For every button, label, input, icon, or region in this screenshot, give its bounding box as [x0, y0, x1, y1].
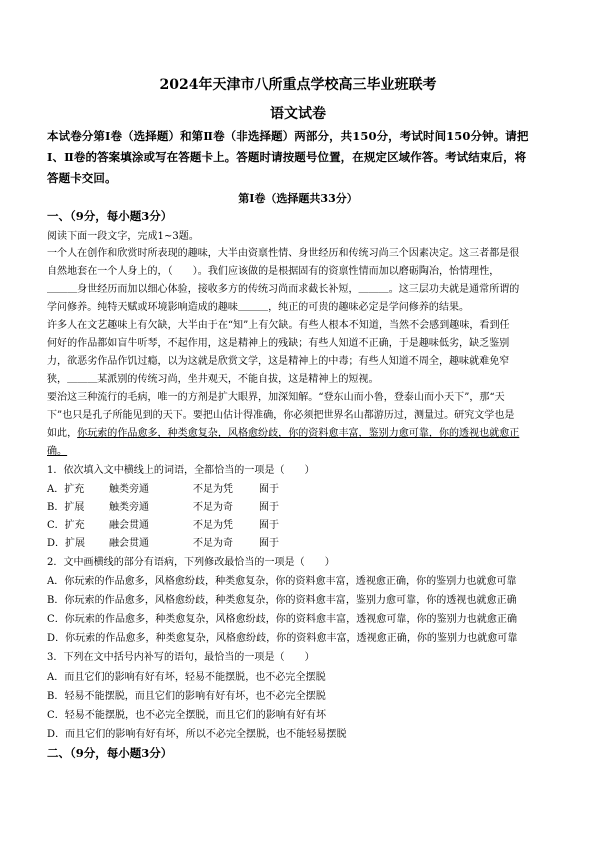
- exam-page: 2024年天津市八所重点学校高三毕业班联考 语文试卷 本试卷分第Ⅰ卷（选择题）和第Ⅱ卷（非选择题）两部分，共150分，考试时间150分钟。请把 Ⅰ、Ⅱ卷的答案填涂或写在答题卡上。答题时请按题号位置，在规定区域作答。考试结束后，将 答题卡交回。 第Ⅰ卷（选择题共33分） 一、（9分，每小题3分） 阅读下面一段文字，完成1~3题。 一个人在创作和欣赏时所表现的趣味，大半由资禀性情、身世经历和传统习尚三个因素决定。这三者都是很 自然地套在一个人身上的，（ ）。我们应该做的是根据固有的资禀性情而加以磨砺陶冶，怡情理性， ＿＿＿身世经历而加以细心体验，接收多方的传统习尚而求截长补短，＿＿＿。这三层功夫就是通常所谓的 学问修养。纯特天赋或环境影响造成的趣味＿＿＿，纯正的可贵的趣味必定是学问修养的结果。 许多人在文艺趣味上有欠缺，大半由于在“知”上有欠缺。有些人根本不知道，当然不会感到趣味，看到任 何好的作品都如盲牛听琴，不起作用，这是精神上的残缺；有些人知道不正确，于是趣味低劣，缺乏鉴别 力，欲恶劣作品作饥过瘾，以为这就是欣赏文学，这是精神上的中毒；有些人知道不周全，趣味就难免窄 狭，＿＿＿某派别的传统习尚，坐井观天，不能自拔，这是精神上的短视。 要治这三种流行的毛病，唯一的方剂是扩大眼界，加深知解。“登东山而小鲁，登泰山而小天下”，那“天 下”也只是孔子所能见到的天下。要把山估计得准确，你必须把世界名山都游历过，测量过。研究文学也是 如此，你玩索的作品愈多，种类愈复杂，风格愈纷歧，你的资料愈丰富，鉴别力愈可靠，你的透视也就愈正 确。 1．依次填入文中横线上的词语，全都恰当的一项是（ ） A．扩充 触类旁通 不足为凭 囿于 B．扩展 触类旁通 不足为奇 囿于 C．扩充 融会贯通 不足为凭 囿于 D．扩展 融会贯通 不足为奇 囿于 2．文中画横线的部分有语病，下列修改最恰当的一项是（ ） A．你玩索的作品愈多，风格愈纷歧，种类愈复杂，你的资料愈丰富，透视愈正确，你的鉴别力也就愈可靠 B．你玩索的作品愈多，风格愈纷歧，种类愈复杂，你的资料愈丰富，鉴别力愈可靠，你的透视也就愈正确 C．你玩索的作品愈多，种类愈复杂，风格愈纷歧，你的资料愈丰富，透视愈可靠，你的鉴别力也就愈正确 D．你玩索的作品愈多，种类愈复杂，风格愈纷歧，你的资料愈丰富，透视愈正确，你的鉴别力也就愈可靠 3．下列在文中括号内补写的语句，最恰当的一项是（ ） A．而且它们的影响有好有坏，轻易不能摆脱，也不必完全摆脱 B．轻易不能摆脱，而且它们的影响有好有坏，也不必完全摆脱 C．轻易不能摆脱，也不必完全摆脱，而且它们的影响有好有坏 D．而且它们的影响有好有坏，所以不必完全摆脱，也不能轻易摆脱 二、（9分，每小题3分）: [0, 0, 596, 842]
- passage-underlined-text: 你玩索的作品愈多，种类愈复杂，风格愈纷歧，你的资料愈丰富，鉴别力愈可靠，你的透视也就愈正: [77, 428, 520, 439]
- question-1-stem: 1．依次填入文中横线上的词语，全都恰当的一项是（ ）: [47, 465, 315, 476]
- question-2-option-c: C．你玩索的作品愈多，种类愈复杂，风格愈纷歧，你的资料愈丰富，透视愈可靠，你的鉴别力也就愈正确: [47, 614, 518, 625]
- passage-line-underlined: [47, 424, 519, 439]
- question-2-stem: 2．文中画横线的部分有语病，下列修改最恰当的一项是（ ）: [47, 557, 335, 568]
- passage-line: 何好的作品都如盲牛听琴，不起作用，这是精神上的残缺；有些人知道不正确，于是趣味低劣，缺乏鉴别: [47, 338, 510, 349]
- question-3-stem: 3．下列在文中括号内补写的语句，最恰当的一项是（ ）: [47, 652, 315, 663]
- instruction-line-1: 本试卷分第Ⅰ卷（选择题）和第Ⅱ卷（非选择题）两部分，共150分，考试时间150分钟。请把: [47, 129, 529, 143]
- question-2-option-a: A．你玩索的作品愈多，风格愈纷歧，种类愈复杂，你的资料愈丰富，透视愈正确，你的鉴别力也就愈可靠: [47, 576, 517, 587]
- passage-line: 学问修养。纯特天赋或环境影响造成的趣味＿＿＿，纯正的可贵的趣味必定是学问修养的结果。: [47, 302, 470, 313]
- passage-line: ＿＿＿身世经历而加以细心体验，接收多方的传统习尚而求截长补短，＿＿＿。这三层功夫就是通常所谓的: [47, 284, 520, 295]
- passage-pre-underline: 如此，: [47, 428, 78, 439]
- instruction-line-2: Ⅰ、Ⅱ卷的答案填涂或写在答题卡上。答题时请按题号位置，在规定区域作答。考试结束后，将: [47, 150, 527, 164]
- passage-line: 自然地套在一个人身上的，（ ）。我们应该做的是根据固有的资禀性情而加以磨砺陶冶，怡情理性，: [47, 266, 500, 277]
- passage-line: 下”也只是孔子所能见到的天下。要把山估计得准确，你必须把世界名山都游历过，测量过。研究文学也是: [47, 410, 515, 421]
- question-2-option-b: B．你玩索的作品愈多，风格愈纷歧，种类愈复杂，你的资料愈丰富，鉴别力愈可靠，你的透视也就愈正确: [47, 595, 517, 606]
- exam-title: 2024年天津市八所重点学校高三毕业班联考: [159, 77, 437, 93]
- part1-heading: 第Ⅰ卷（选择题共33分）: [238, 192, 358, 205]
- exam-subtitle: 语文试卷: [270, 106, 326, 122]
- passage-underlined-tail: 确。: [47, 446, 68, 457]
- question-3-option-d: D．而且它们的影响有好有坏，所以不必完全摆脱，也不能轻易摆脱: [47, 729, 347, 740]
- instruction-line-3: 答题卡交回。: [47, 171, 117, 185]
- question-3-option-a: A．而且它们的影响有好有坏，轻易不能摆脱，也不必完全摆脱: [47, 672, 326, 683]
- question-3-option-b: B．轻易不能摆脱，而且它们的影响有好有坏，也不必完全摆脱: [47, 691, 326, 702]
- passage-line: 许多人在文艺趣味上有欠缺，大半由于在“知”上有欠缺。有些人根本不知道，当然不会感到趣味，看到任: [47, 320, 510, 331]
- question-3-option-c: C．轻易不能摆脱，也不必完全摆脱，而且它们的影响有好有坏: [47, 710, 327, 721]
- section1-heading: 一、（9分，每小题3分）: [47, 209, 173, 223]
- passage-line: 力，欲恶劣作品作饥过瘾，以为这就是欣赏文学，这是精神上的中毒；有些人知道不周全，趣味就难免窄: [47, 356, 510, 367]
- section1-intro: 阅读下面一段文字，完成1~3题。: [47, 231, 199, 242]
- passage-line: 狭，＿＿＿某派别的传统习尚，坐井观天，不能自拔，这是精神上的短视。: [47, 374, 379, 385]
- section2-heading: 二、（9分，每小题3分）: [47, 746, 173, 760]
- passage-line: 要治这三种流行的毛病，唯一的方剂是扩大眼界，加深知解。“登东山而小鲁，登泰山而小天下”，那“天: [47, 392, 505, 403]
- question-2-option-d: D．你玩索的作品愈多，种类愈复杂，风格愈纷歧，你的资料愈丰富，透视愈正确，你的鉴别力也就愈可靠: [47, 633, 518, 644]
- passage-line: 一个人在创作和欣赏时所表现的趣味，大半由资禀性情、身世经历和传统习尚三个因素决定。这三者都是很: [47, 248, 520, 259]
